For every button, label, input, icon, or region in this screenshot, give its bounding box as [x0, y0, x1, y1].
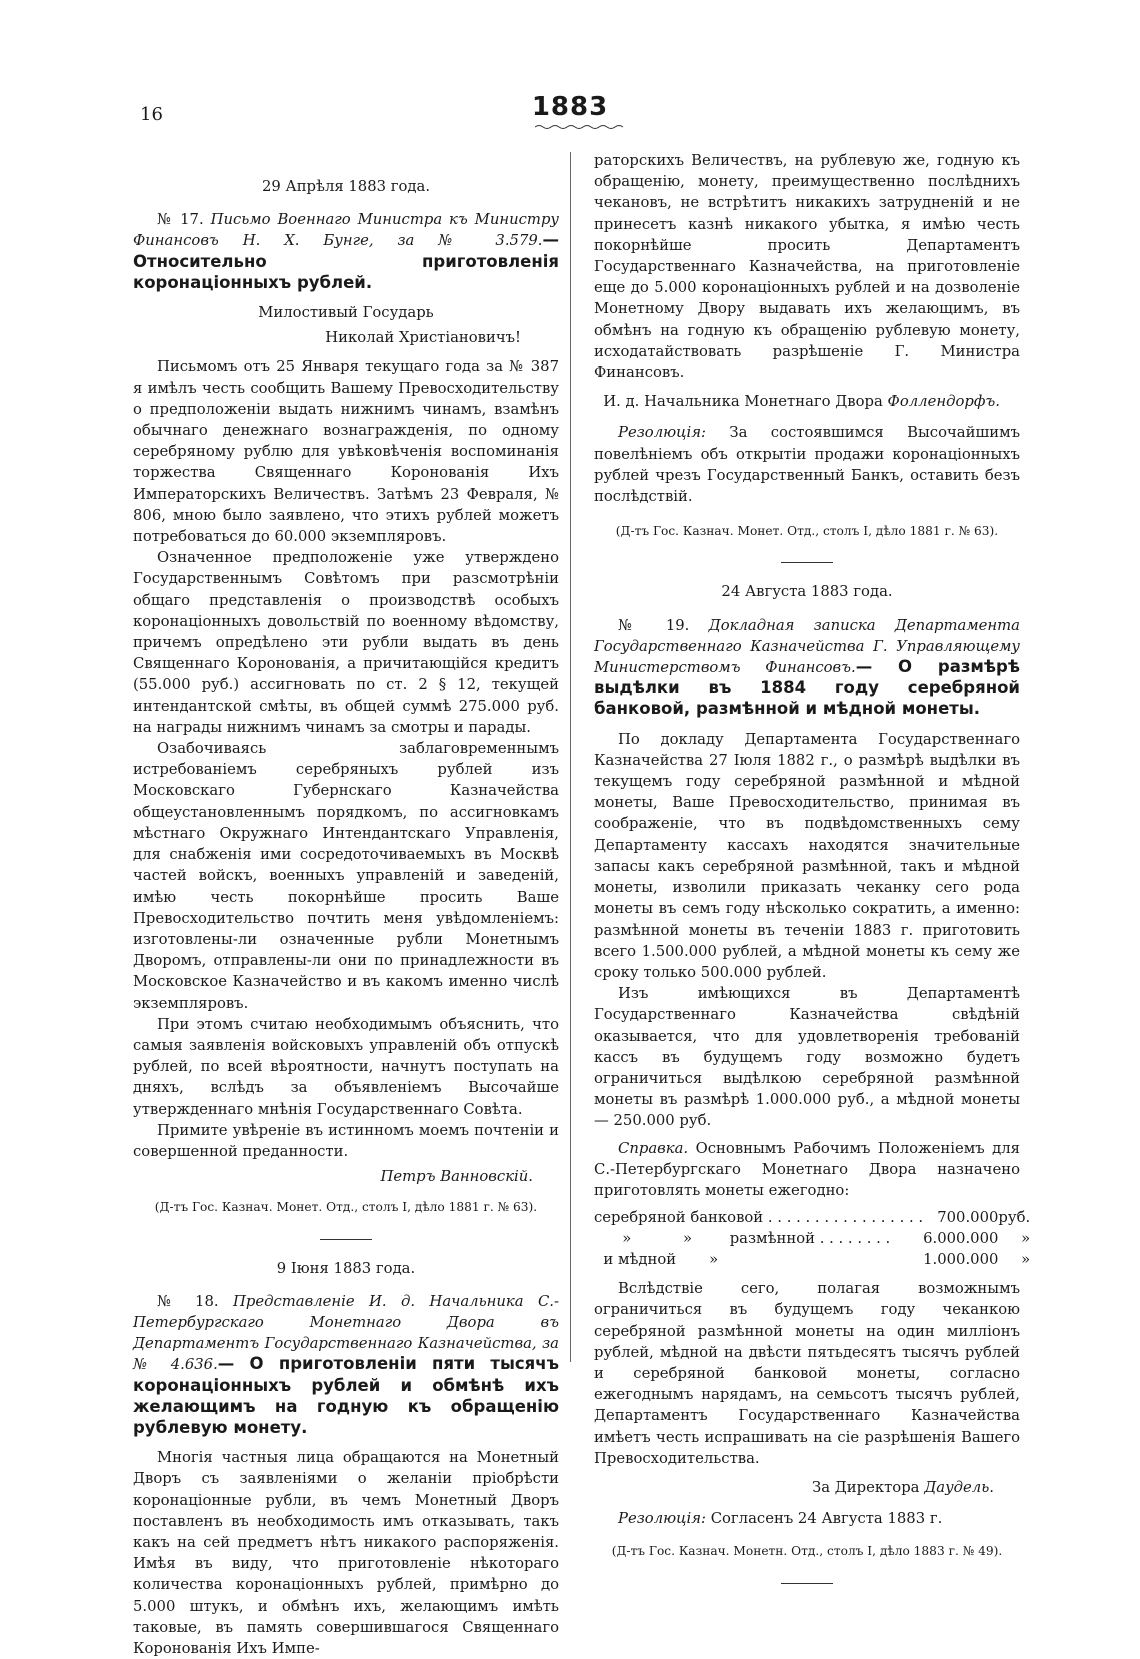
doc18-signature-name: Фоллендорфъ. — [887, 393, 1000, 411]
doc19-heading — [594, 615, 1020, 721]
doc17-title-italic: Письмо Военнаго Министра къ Министру Финансовъ Н. Х. Бунге, за № 3.579. — [133, 211, 559, 250]
table-row — [594, 1207, 1030, 1228]
doc17-salutation-name: Николай Христіановичъ! — [325, 329, 521, 347]
doc19-resolution-label: Резолюція: — [618, 1510, 706, 1528]
year-ornament-icon — [535, 124, 627, 130]
table-row — [594, 1249, 1030, 1270]
doc18-resolution — [594, 422, 1020, 507]
doc19-signature — [594, 1477, 1020, 1498]
doc19-date: 24 Августа 1883 года. — [721, 583, 893, 601]
doc17-paragraph: При этомъ считаю необходимымъ объяснить, что самыя заявленія войсковыхъ управленій объ отпускѣ рублей, по всей вѣроятности, начнутъ поступать на дняхъ, вслѣдъ за объявленіемъ Высочайше утвержденнаго мнѣнія Государственнаго Совѣта. — [133, 1015, 559, 1118]
doc19-title-italic: Докладная записка Департамента Государственнаго Казначейства Г. Управляющему Министерствомъ Финансовъ. — [594, 616, 1020, 677]
table-cell-amount: 1.000.000 — [923, 1251, 999, 1269]
doc19-title-bold: — О размѣрѣ выдѣлки въ 1884 году серебряной банковой, размѣнной и мѣдной монеты. — [594, 657, 1020, 719]
doc19-reference — [594, 1138, 1020, 1202]
table-cell-label: » » размѣнной . . . . . . . . — [594, 1230, 891, 1248]
section-rule — [781, 562, 833, 563]
doc19-resolution — [594, 1508, 1020, 1529]
page-year: 1883 — [531, 92, 609, 122]
doc18-title-italic: Представленіе И. д. Начальника С.-Петербургскаго Монетнаго Двора въ Департаментъ Государственнаго Казначейства, за № 4.636. — [133, 1292, 559, 1374]
doc17-heading — [133, 209, 559, 294]
doc19-paragraph: Изъ имѣющихся въ Департаментѣ Государственнаго Казначейства свѣдѣній оказывается, что для удовлетворенія требованій кассъ въ будущемъ году возможно будетъ ограничиться выдѣлкою серебряной размѣнной монеты въ размѣрѣ 1.000.000 руб., а мѣдной монеты — 250.000 руб. — [594, 985, 1020, 1130]
right-column — [594, 150, 1031, 1602]
doc17-paragraph: Озабочиваясь заблаговременнымъ истребованіемъ серебряныхъ рублей изъ Московскаго Губернскаго Казначейства общеустановленнымъ порядкомъ, по ассигновкамъ мѣстнаго Окружнаго Интендантскаго Управленія, для снабженія ими сосредоточиваемыхъ въ Москвѣ частей войскъ, военныхъ управленій и заведеній, имѣю честь покорнѣйше просить Ваше Превосходительство почтить меня увѣдомленіемъ: изготовлены-ли означенные рубли Монетнымъ Дворомъ, отправлены-ли они по принадлежности въ Московское Казначейство и въ какомъ именно числѣ экземпляровъ. — [133, 740, 559, 1012]
table-row — [594, 1228, 1030, 1249]
doc17-paragraph: Означенное предположеніе уже утверждено Государственнымъ Совѣтомъ при разсмотрѣніи общаго представленія о производствѣ особыхъ коронаціонныхъ довольствій по военному вѣдомству, причемъ опредѣлено эти рубли выдать въ день Священнаго Коронованія, а причитающійся кредитъ (55.000 руб.) ассигновать по ст. 2 § 12, текущей интендантской смѣты, въ общей суммѣ 275.000 руб. на награды нижнимъ чинамъ за смотры и парады. — [133, 549, 559, 736]
table-cell-unit: » — [1021, 1230, 1031, 1248]
section-rule — [781, 1583, 833, 1584]
doc18-continuation: раторскихъ Величествъ, на рублевую же, годную къ обращенію, монету, преимущественно послѣднихъ чекановъ, не встрѣтитъ никакихъ затрудненій и не принесетъ казнѣ никакого убытка, я имѣю честь покорнѣйше просить Департаментъ Государственнаго Казначейства, на приготовленіе еще до 5.000 коронаціонныхъ рублей и на дозволеніе Монетному Двору выдавать ихъ желающимъ, въ обмѣнъ на годную къ обращенію рублевую монету, исходатайствовать разрѣшеніе Г. Министра Финансовъ. — [594, 152, 1020, 382]
doc18-title-bold: — О приготовленіи пяти тысячъ коронаціонныхъ рублей и обмѣнѣ ихъ желающимъ на годную къ обращенію рублевую монету. — [133, 1354, 559, 1437]
doc18-paragraph: Многія частныя лица обращаются на Монетный Дворъ съ заявленіями о желаніи пріобрѣсти коронаціонные рубли, въ чемъ Монетный Дворъ поставленъ въ необходимость имъ отказывать, такъ какъ на сей предметъ нѣтъ никакого распоряженія. Имѣя въ виду, что приготовленіе нѣкотораго количества коронаціонныхъ рублей, примѣрно до 5.000 штукъ, и обмѣнъ ихъ, желающимъ имѣть таковые, въ память совершившагося Священнаго Коронованія Ихъ Импе- — [133, 1449, 559, 1657]
table-cell-amount: 700.000 — [937, 1209, 999, 1227]
doc19-resolution-text: Согласенъ 24 Августа 1883 г. — [710, 1510, 943, 1528]
doc19-reference-text: Основнымъ Рабочимъ Положеніемъ для С.-Петербургскаго Монетнаго Двора назначено приготовлять монеты ежегодно: — [594, 1139, 1020, 1199]
page-number: 16 — [140, 104, 163, 125]
table-cell-label: и мѣдной » — [594, 1251, 719, 1269]
section-rule — [320, 1239, 372, 1240]
doc18-resolution-text: За состоявшимся Высочайшимъ повелѣніемъ объ открытіи продажи коронаціонныхъ рублей чрезъ Государственный Банкъ, оставить безъ послѣдствій. — [594, 424, 1020, 506]
mint-quota-table — [594, 1207, 1030, 1270]
doc18-heading — [133, 1291, 559, 1439]
doc17-signature — [133, 1166, 559, 1187]
doc18-date: 9 Іюня 1883 года. — [276, 1259, 416, 1277]
doc19-signature-title: За Директора — [812, 1478, 920, 1496]
doc17-title-bold: — Относительно приготовленія коронаціонныхъ рублей. — [133, 230, 559, 292]
doc18-signature — [594, 391, 1020, 412]
doc18-source: (Д-тъ Гос. Казнач. Монет. Отд., столъ I, дѣло 1881 г. № 63). — [615, 524, 999, 539]
doc17-paragraph: Примите увѣреніе въ истинномъ моемъ почтеніи и совершенной преданности. — [133, 1121, 559, 1160]
table-cell-unit: » — [1021, 1251, 1031, 1269]
doc19-conclusion: Вслѣдствіе сего, полагая возможнымъ ограничиться въ будущемъ году чеканкою серебряной размѣнной монеты на один милліонъ рублей, мѣдной на двѣсти пятьдесятъ тысячъ рублей и серебряной банковой монеты, согласно ежегоднымъ нарядамъ, на семьсотъ тысячъ рублей, Департаментъ Государственнаго Казначейства имѣетъ честь испрашивать на сіе разрѣшенія Вашего Превосходительства. — [594, 1280, 1020, 1467]
doc18-number: № 18. — [157, 1292, 219, 1310]
doc17-paragraph: Письмомъ отъ 25 Января текущаго года за № 387 я имѣлъ честь сообщить Вашему Превосходительству о предположеніи выдать нижнимъ чинамъ, взамѣнъ обычнаго денежнаго вознагражденія, по одному серебряному рублю для увѣковѣченія воспоминанія торжества Священнаго Коронованія Ихъ Императорскихъ Величествъ. Затѣмъ 23 Февраля, № 806, мною было заявлено, что этихъ рублей можетъ потребоваться до 60.000 экземпляровъ. — [133, 358, 559, 546]
doc19-number: № 19. — [618, 616, 690, 634]
doc18-signature-title: И. д. Начальника Монетнаго Двора — [603, 393, 883, 411]
column-divider — [570, 152, 571, 1362]
doc19-source: (Д-тъ Гос. Казнач. Монетн. Отд., столъ I, дѣло 1883 г. № 49). — [611, 1544, 1003, 1559]
doc18-resolution-label: Резолюція: — [618, 424, 706, 442]
table-cell-amount: 6.000.000 — [923, 1230, 999, 1248]
doc17-number: № 17. — [157, 211, 204, 229]
table-cell-unit: руб. — [998, 1209, 1031, 1227]
doc19-paragraph: По докладу Департамента Государственнаго Казначейства 27 Іюля 1882 г., о размѣрѣ выдѣлки въ текущемъ году серебряной размѣнной и мѣдной монеты, Ваше Превосходительство, принимая въ соображеніе, что въ подвѣдомственныхъ сему Департаменту кассахъ находятся значительные запасы какъ серебряной размѣнной, такъ и мѣдной монеты, изволили приказать чеканку сего рода монеты въ семъ году нѣсколько сократить, а именно: размѣнной монеты въ теченіи 1883 г. приготовить всего 1.500.000 рублей, а мѣдной монеты къ сему же сроку только 500.000 рублей. — [594, 730, 1020, 981]
doc19-signature-name: Даудель. — [924, 1478, 994, 1496]
doc17-date: 29 Апрѣля 1883 года. — [261, 178, 431, 195]
doc17-signature-name: Петръ Ванновскій. — [380, 1168, 533, 1186]
table-cell-label: серебряной банковой . . . . . . . . . . . . . . . . . — [594, 1209, 924, 1227]
doc17-source: (Д-тъ Гос. Казнач. Монет. Отд., столъ I, дѣло 1881 г. № 63). — [154, 1200, 538, 1215]
doc19-reference-label: Справка. — [618, 1139, 689, 1157]
left-column — [133, 168, 559, 1659]
doc17-salutation: Милостивый Государь — [258, 304, 434, 322]
